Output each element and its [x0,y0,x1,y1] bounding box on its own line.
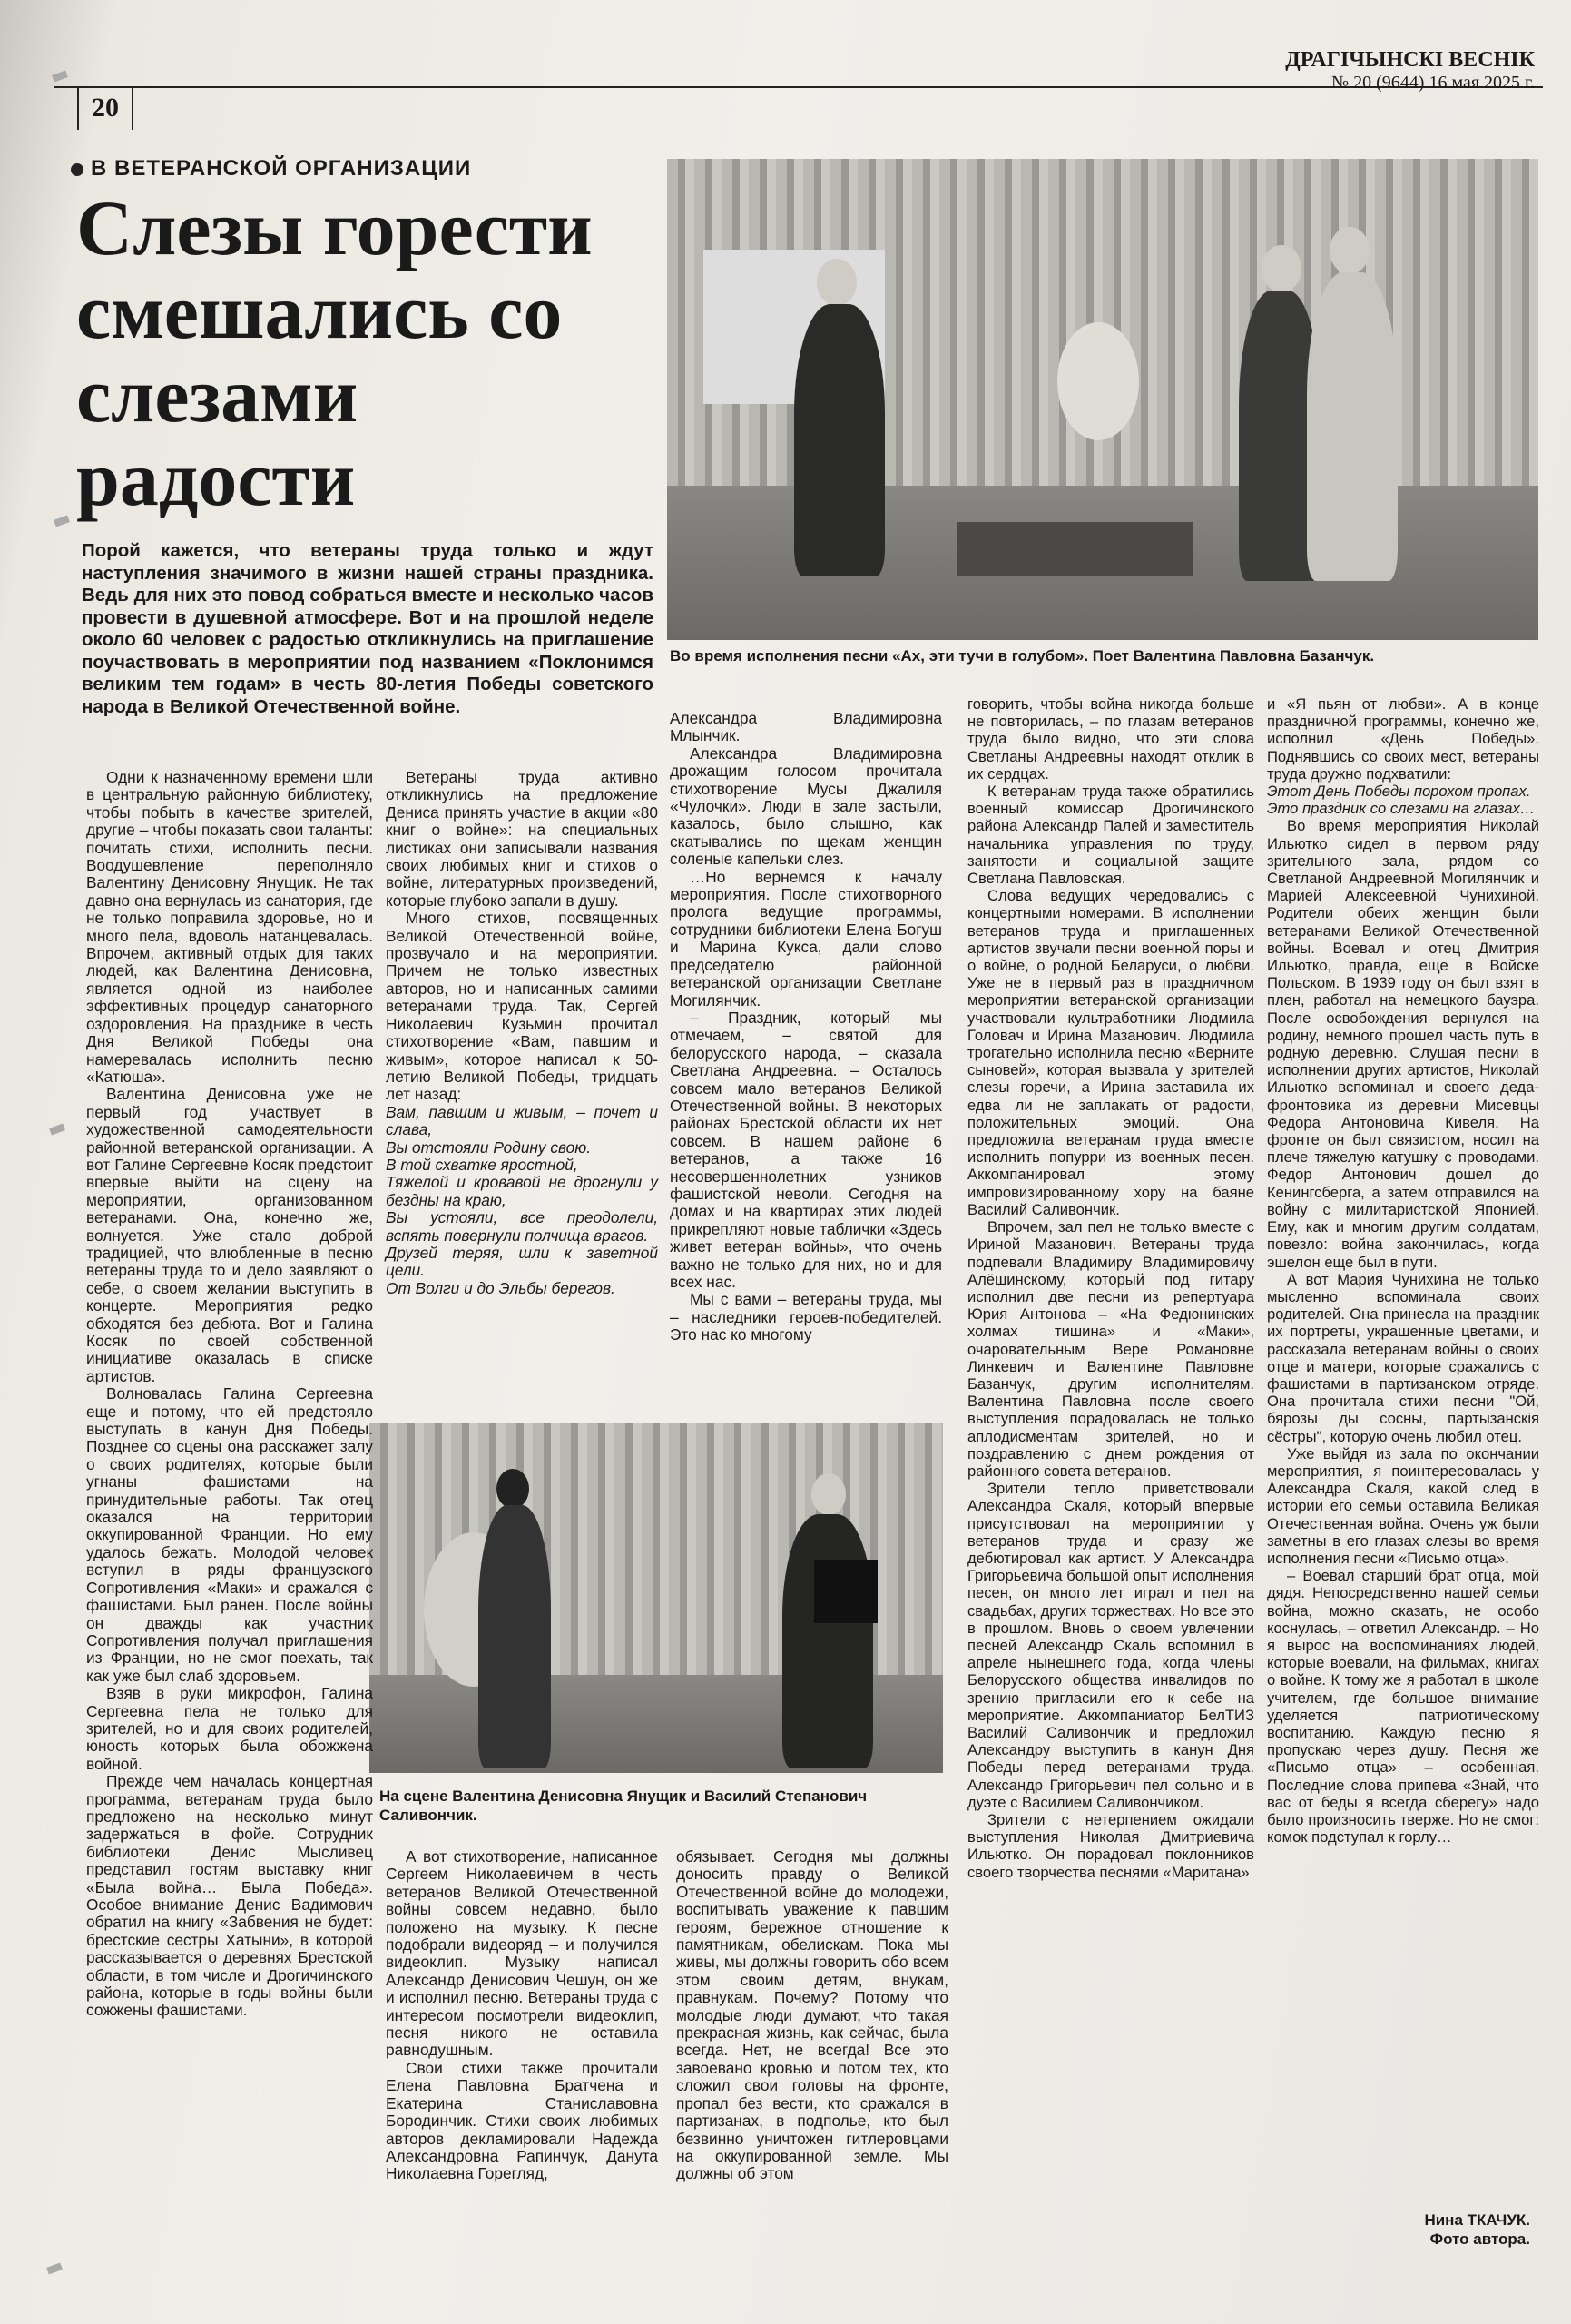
column-3 [670,710,942,1344]
column-5 [1267,695,1539,1846]
paragraph: и «Я пьян от любви». А в конце праздничной программы, конечно же, исполнил «День Победы». Поднявшись со своих мест, ветераны труда дружно подхватили: [1267,695,1539,783]
paragraph: Зрители тепло приветствовали Александра Скаля, который впервые присутствовал на мероприятии у ветеранов труда и сразу же дебютировал как артист. У Александра Григорьевича большой опыт исполнения песен, он много лет играл и пел на свадьбах, других торжествах. Но все это в прошлом. Вновь о своем увлечении песней Александр Скаль вспомнил в апреле нынешнего года, когда члены Белорусского общества инвалидов по зрению пригласили его к себе на мероприятие. Аккомпаниатор БелТИЗ Василий Саливончик и предложил Александру выступить в канун Дня Победы перед ветеранами труда. Александр Григорьевич пел сольно и в дуэте с Василием Саливончиком. [967,1480,1254,1811]
poem-line: Этот День Победы порохом пропах. [1267,783,1531,801]
rubric-text: В ВЕТЕРАНСКОЙ ОРГАНИЗАЦИИ [91,156,472,181]
caption-middle: На сцене Валентина Денисовна Янущик и Василий Степанович Саливончик. [379,1787,868,1824]
photo-top [667,159,1538,640]
paragraph: А вот Мария Чунихина не только мысленно вспоминала своих родителей. Она принесла на праздник их портреты, украшенные цветами, и рассказала ветеранам войны о своих отце и матери, которые сражались с фашистами в партизанском отряде. Она прочитала стихи песни "Ой, бярозы ды сосны, партызанскія сёстры", которую очень любил отец. [1267,1270,1539,1445]
poem-line: Друзей теряя, шли к заветной цели. [386,1243,658,1280]
paragraph: Мы с вами – ветераны труда, мы – наследники героев-победителей. Это нас ко многому [670,1290,942,1344]
paragraph: Ветераны труда активно откликнулись на предложение Дениса принять участие в акции «80 книг о войне»: на специальных листиках они записывали названия своих любимых книг и стихов о войне, литературных произведений, которые глубоко запали в душу. [386,768,658,910]
poem-line: От Волги и до Эльбы берегов. [386,1278,615,1297]
paragraph: Александра Владимировна дрожащим голосом прочитала стихотворение Мусы Джалиля «Чулочки». Люди в зале застыли, казалось, было слышно, как скатывались по щекам женщин соленые капельки слез. [670,743,942,869]
poem-line: Это праздник со слезами на глазах… [1267,800,1536,818]
paragraph: Зрители с нетерпением ожидали выступления Николая Дмитриевича Ильютко. Он порадовал поклонников своего творчества песнями «Маритана» [967,1811,1254,1881]
header-rule [54,86,1543,88]
paragraph: Много стихов, посвященных Великой Отечественной войне, прозвучало и на мероприятии. Причем не только известных авторов, но и написанных самими ветеранами труда. Так, Сергей Николаевич Кузьмин прочитал стихотворение «Вам, павшим и живым», которое написал к 50-летию Великой Победы, тридцать лет назад: [386,909,658,1104]
column-4 [967,695,1254,1881]
paragraph: …Но вернемся к началу мероприятия. После стихотворного пролога ведущие программы, сотрудники библиотеки Елена Богуш и Марина Кукса, дали слово председателю районной ветеранской организации Светлане Могилянчик. [670,867,942,1009]
photo-credit: Фото автора. [1429,2230,1530,2248]
page-number: 20 [77,86,133,130]
paragraph: А вот стихотворение, написанное Сергеем Николаевичем в честь ветеранов Великой Отечественной войны совсем недавно, было положено на музыку. К песне подобрали видеоряд – и получился видеоклип. Музыку написал Александр Денисович Чешун, он же и исполнил песню. Ветераны труда с интересом посмотрели видеоклип, песня никого не оставила равнодушным. [386,1847,658,2060]
paragraph: Свои стихи также прочитали Елена Павловна Братчена и Екатерина Станиславовна Бородинчик. Стихи своих любимых авторов декламировали Надежда Александровна Рапинчук, Данута Николаевна Горегляд, [386,2058,658,2183]
paragraph: обязывает. Сегодня мы должны доносить правду о Великой Отечественной войне до молодежи, воспитывать уважение к павшим героям, бережное отношение к памятникам, обелискам. Пока мы живы, мы должны говорить обо всем этом своим детям, внукам, правнукам. Почему? Потому что молодые люди думают, что такая прекрасная жизнь, как сейчас, была всегда. Нет, не всегда! Все это завоевано кровью и потом тех, кто сложил свои головы на фронте, пропал без вести, кто сражался в партизанах, в подполье, кто был безвинно уничтожен гитлеровцами на оккупированной земле. Мы должны об этом [676,1847,948,2183]
paragraph: К ветеранам труда также обратились военный комиссар Дрогичинского района Александр Палей и заместитель начальника управления по труду, занятости и социальной защите Светлана Павловская. [967,783,1254,888]
caption-top: Во время исполнения песни «Ах, эти тучи в голубом». Поет Валентина Павловна Базанчук. [670,647,1375,665]
paragraph: Впрочем, зал пел не только вместе с Ириной Мазанович. Ветераны труда подпевали Владимиру Владимировичу Алёшинскому, который под гитару исполнил две песни из репертуара Юрия Антонова – «На Федюнинских холмах тишина» и «Маки», очаровательным Вере Романовне Линкевич и Валентине Павловне Базанчук, другим исполнителям. Валентина Павловна после своего выступления порадовалась не только аплодисментам зрителей, но и поздравлению с днем рождения от районного совета ветеранов. [967,1218,1254,1480]
photo-middle [369,1423,943,1773]
paragraph: говорить, чтобы война никогда больше не повторилась, – по глазам ветеранов труда было видно, что эти слова Светланы Андреевны находят отклик в их сердцах. [967,695,1254,783]
column-2 [386,769,658,1297]
paragraph: Взяв в руки микрофон, Галина Сергеевна пела не только для зрителей, но и для своих родителей, юность которых была обожжена войной. [86,1684,373,1773]
paragraph: Волновалась Галина Сергеевна еще и потому, что ей предстояло выступать в канун Дня Победы. Позднее со сцены она расскажет залу о своих родителях, которые были угнаны фашистами на принудительные работы. Так отец оказался на территории оккупированной Франции. Но ему удалось бежать. Молодой человек вступил в ряды французского Сопротивления «Маки» и сражался с фашистами. Был ранен. После войны он дважды как участник Сопротивления получал приглашения из Франции, но не смог поехать, так как уже был слаб здоровьем. [86,1384,373,1685]
column-7 [676,1848,948,2183]
lead-paragraph: Порой кажется, что ветераны труда только и ждут наступления значимого в жизни нашей страны праздника. Ведь для них это повод собраться вместе и несколько часов провести в душевной атмосфере. Вот и на прошлой неделе около 60 человек с радостью откликнулись на приглашение поучаствовать в мероприятии под названием «Поклонимся великим тем годам» в честь 80-летия Победы советского народа в Великой Отечественной войне. [82,540,653,717]
poem-line: Вы отстояли Родину свою. [386,1137,592,1157]
paragraph: Прежде чем началась концертная программа, ветеранам труда было предложено на несколько минут задержаться в фойе. Сотрудник библиотеки Денис Мысливец представил гостям выставку книг «Была война… Была Победа». Особое внимание Денис Вадимович обратил на книгу «Забвения не будет: брестские сестры Хатыни», в которой рассказывается о деревнях Брестской области, в том числе и Дрогичинского района, которые в годы войны были сожжены фашистами. [86,1772,373,2020]
headline: Слезы горести смешались со слезами радости [76,184,593,522]
poem-line: Тяжелой и кровавой не дрогнули у бездны на краю, [386,1173,658,1209]
paragraph: Одни к назначенному времени шли в центральную районную библиотеку, чтобы побыть в качестве зрителей, другие – чтобы показать свои таланты: почитать стихи, исполнить песни. Воодушевление переполняло Валентину Денисовну Янущик. Не так давно она вернулась из санатория, где не только поправила здоровье, но и много пела, вдоволь натанцевалась. Впрочем, активный отдых для таких людей, как Валентина Денисовна, является одной из наиболее эффективных процедур санаторного оздоровления. На празднике в честь Дня Великой Победы она намеревалась исполнить песню «Катюша». [86,768,373,1086]
paragraph: Александра Владимировна Млынчик. [670,709,942,745]
rubric [71,156,471,182]
paragraph: – Воевал старший брат отца, мой дядя. Непосредственно нашей семьи война, можно сказать, не особо коснулась, – ответил Александр. – Но я вырос на воспоминаниях людей, которые воевали, на фильмах, книгах о войне. К тому же я работал в школе учителем, где большое внимание уделяется патриотическому воспитанию. Каждую песню я пропускаю через душу. Песня же «Письмо отца» – особенная. Последние слова припева «Знай, что вас от беды я всегда сберегу» надо было произносить тверже. Но не смог: комок подступал к горлу… [1267,1567,1539,1846]
issue-info: № 20 (9644) 16 мая 2025 г. [1331,73,1535,93]
bullet-icon [71,163,83,176]
signature [1424,2211,1530,2249]
paragraph: Слова ведущих чередовались с концертными номерами. В исполнении ветеранов труда и приглашенных артистов звучали песни военной поры и о войне, о родной Беларуси, о любви. Уже не в первый раз в праздничном мероприятии ветеранской организации участвовали культработники Людмила Головач и Ирина Мазанович. Людмила трогательно исполнила песню «Верните сыновей», которая вызвала у зрителей слезы горечи, а Ирина заставила их едва ли не заплакать от радости, положительных эмоций. Она предложила ветеранам труда вместе исполнить попурри из военных песен. Аккомпанировал этому импровизированному хору на баяне Василий Саливончик. [967,887,1254,1218]
paragraph: Во время мероприятия Николай Ильютко сидел в первом ряду зрительного зала, рядом со Светланой Андреевной Могилянчик и Марией Алексеевной Чунихиной. Родители обеих женщин были ветеранами Великой Отечественной войны. Воевал и отец Дмитрия Ильютко, правда, еще в Войске Польском. В 1939 году он был взят в плен, работал на немецкого бауэра. После освобождения вернулся на родину, немного прошел часть путь в родную деревню. Слушая песни в исполнении других артистов, Николай Ильютко вспоминал и своего деда-фронтовика из деревни Мисевцы Федора Антоновича Кивеля. На фронте он был связистом, носил на плече тяжелую катушку с проводами. Федор Антонович дошел до Кенингсберга, а затем отправился на войну с милитаристской Японией. Ему, как и многим другим солдатам, повезло: война закончилась, когда эшелон еще был в пути. [1267,817,1539,1271]
newspaper-title: ДРАГІЧЫНСКІ ВЕСНІК [1285,48,1535,72]
column-6 [386,1848,658,2183]
poem-line: Вам, павшим и живым, – почет и слава, [386,1102,658,1139]
paragraph: Уже выйдя из зала по окончании мероприятия, я поинтересовалась у Александра Скаля, какой след в истории его семьи оставила Великая Отечественная война. Очень уж были заметны в его глазах слезы во время исполнения песни «Письмо отца». [1267,1444,1539,1567]
paragraph: Валентина Денисовна уже не первый год участвует в художественной самодеятельности районной ветеранской организации. А вот Галине Сергеевне Косяк предстоит впервые выйти на сцену на мероприятии, организованном ветеранами. Она, конечно же, волнуется. Уже стало доброй традицией, что влюбленные в песню ветераны труда то и дело заявляют о себе, о своем желании выступить в концерте. Мероприятия редко обходятся без дебюта. Вот и Галина Косяк по своей собственной инициативе оказалась в списке артистов. [86,1085,373,1385]
author-name: Нина ТКАЧУК. [1424,2211,1530,2229]
paragraph: – Праздник, который мы отмечаем, – святой для белорусского народа, – сказала Светлана Андреевна. – Осталось совсем мало ветеранов Великой Отечественной войны. В некоторых районах Брестской области их нет совсем. В нашем районе 6 ветеранов, а также 16 несовершеннолетних узников фашистской неволи. Сегодня на домах и на квартирах этих людей прикрепляют новые таблички «Здесь живет ветеран войны», что очень важно не только для них, но и для всех нас. [670,1008,942,1291]
poem-line: В той схватке яростной, [386,1155,578,1174]
column-1 [86,769,373,2020]
poem-line: Вы устояли, все преодолели, вспять повернули полчища врагов. [386,1208,658,1245]
